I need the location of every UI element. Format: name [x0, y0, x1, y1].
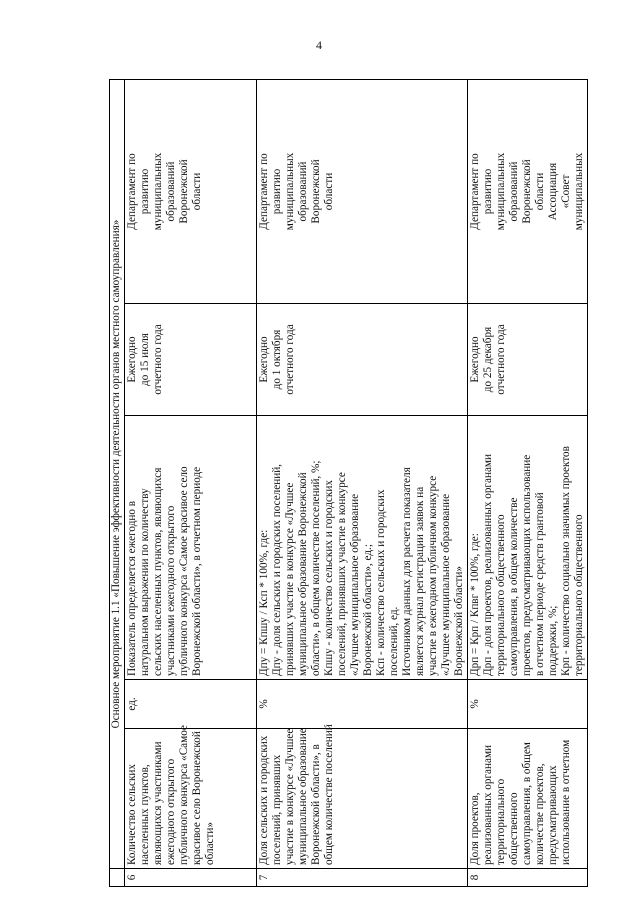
text-line: Доля сельских и городских: [258, 735, 270, 865]
text-line: отчетного года: [495, 324, 507, 395]
text-line: Ежегодно: [469, 336, 481, 383]
table-row: [125, 80, 257, 887]
text-line: поселений, принявших участие в конкурсе: [336, 472, 348, 676]
text-line: Показатель определяется ежегодно в: [126, 500, 138, 676]
row-number: 8: [468, 869, 588, 887]
text-line: территориального: [495, 778, 507, 865]
text-line: муниципальное образование: [297, 728, 309, 865]
text-line: ежегодного открытого: [165, 758, 177, 865]
indicators-table: [109, 79, 588, 887]
text-line: Ассоциация: [547, 162, 559, 221]
text-line: «Лучшее муниципальное образование: [349, 493, 361, 676]
text-line: самоуправления, в общем количестве: [508, 497, 520, 676]
text-line: Воронежской: [178, 159, 190, 224]
text-line: Департамент по: [126, 153, 138, 230]
text-line: Ежегодно: [258, 336, 270, 383]
text-line: Крп - количество социально значимых проектов: [560, 446, 572, 676]
text-line: до 25 декабря: [482, 326, 494, 393]
text-line: Департамент по: [258, 153, 270, 230]
text-line: Источником данных для расчета показателя: [401, 467, 413, 676]
text-line: Воронежской области», в: [310, 744, 322, 865]
row-number: 6: [125, 869, 257, 887]
text-line: развитию: [482, 168, 494, 215]
text-line: муниципальных: [495, 152, 507, 231]
calculation-method: [468, 416, 588, 680]
text-line: Ксп - количество сельских и городских: [375, 489, 387, 676]
text-line: поддержки, %;: [547, 605, 559, 676]
indicator-name: [468, 729, 588, 869]
text-line: Воронежской области», ед.;: [362, 544, 374, 676]
text-line: образований: [297, 161, 309, 222]
text-line: до 15 июля: [139, 333, 151, 386]
text-line: в отчетном периоде средств грантовой: [534, 492, 546, 676]
text-line: Воронежской: [521, 159, 533, 224]
text-line: Воронежской области»: [453, 566, 465, 676]
text-line: «Совет: [560, 174, 572, 209]
text-line: Количество сельских: [126, 764, 138, 865]
text-line: самоуправления, в общем: [521, 742, 533, 865]
responsible-department: [125, 80, 257, 304]
text-line: общем количестве поселений: [323, 724, 335, 865]
text-line: красивое село Воронежской: [191, 731, 203, 865]
text-line: развитию: [139, 168, 151, 215]
text-line: использование в отчетном: [560, 739, 572, 865]
unit: %: [468, 680, 588, 729]
indicator-name: [125, 725, 257, 869]
text-line: количестве проектов,: [534, 763, 546, 865]
text-line: натуральном выражении по количеству: [139, 488, 151, 676]
text-line: проектов, предусматривающих использование: [521, 454, 533, 676]
text-line: Дпу - доля сельских и городских поселений,: [271, 464, 283, 676]
text-line: Воронежской: [310, 159, 322, 224]
deadline: [257, 304, 468, 416]
responsible-department: [468, 80, 588, 304]
text-line: участниками ежегодного открытого: [165, 505, 177, 676]
text-line: муниципальных: [152, 152, 164, 231]
text-line: области»: [204, 822, 216, 865]
text-line: области: [323, 172, 335, 211]
text-line: муниципальных: [573, 152, 585, 231]
section-title-spacer: [110, 869, 125, 887]
text-line: публичного конкурса «Самое красивое село: [178, 466, 190, 676]
text-line: отчетного года: [284, 324, 296, 395]
section-title: Основное мероприятие 1.1 «Повышение эффективности деятельности органов местного самоуправления»: [110, 80, 125, 869]
table-row: [468, 80, 588, 887]
text-line: сельских населенных пунктов, являющихся: [152, 467, 164, 676]
page-number: 4: [316, 38, 322, 52]
text-line: являющихся участниками: [152, 741, 164, 865]
text-line: муниципальных: [284, 152, 296, 231]
text-line: территориального общественного: [573, 514, 585, 676]
calculation-method: [257, 416, 468, 680]
rotated-table-area: [109, 80, 585, 887]
text-line: образований: [508, 161, 520, 222]
text-line: Ежегодно: [126, 336, 138, 383]
text-line: области: [191, 172, 203, 211]
text-line: «Лучшее муниципальное образование: [440, 493, 452, 676]
text-line: Доля проектов,: [469, 792, 481, 865]
text-line: населенных пунктов,: [139, 764, 151, 865]
text-line: территориального общественного: [495, 514, 507, 676]
unit: %: [257, 680, 468, 729]
text-line: Департамент по: [469, 153, 481, 230]
text-line: принявших участие в конкурсе «Лучшее: [284, 482, 296, 676]
text-line: предусматривающих: [547, 765, 559, 865]
calculation-method: [125, 416, 257, 680]
text-line: Дпу = Кпшу / Ксп * 100%, где:: [258, 529, 270, 676]
unit: ед.: [125, 680, 257, 729]
text-line: образований: [165, 161, 177, 222]
deadline: [468, 304, 588, 416]
text-line: поселений, ед.: [388, 606, 400, 676]
text-line: Дрп - доля проектов, реализованных органами: [482, 454, 494, 676]
text-line: участие в ежегодном публичном конкурсе: [427, 475, 439, 676]
text-line: Кпшу - количество сельских и городских: [323, 480, 335, 676]
indicator-name: [257, 724, 468, 869]
table-row: [257, 80, 468, 887]
section-title-row: [110, 80, 125, 887]
text-line: области: [534, 172, 546, 211]
text-line: развитию: [271, 168, 283, 215]
text-line: реализованных органами: [482, 744, 494, 865]
text-line: поселений, принявших: [271, 754, 283, 865]
text-line: Воронежской области», в отчетном периоде: [191, 466, 203, 676]
text-line: отчетного года: [152, 324, 164, 395]
text-line: участие в конкурсе «Лучшее: [284, 728, 296, 865]
text-line: Дрп = Крп / Кпвг * 100%, где:: [469, 533, 481, 676]
text-line: публичного конкурса «Самое: [178, 725, 190, 865]
text-line: до 1 октября: [271, 329, 283, 390]
text-line: муниципальное образование Воронежской: [297, 472, 309, 676]
text-line: области», в общем количестве поселений, %;: [310, 460, 322, 676]
responsible-department: [257, 80, 468, 304]
text-line: является журнал регистрации заявок на: [414, 486, 426, 676]
row-number: 7: [257, 869, 468, 887]
text-line: общественного: [508, 792, 520, 865]
deadline: [125, 304, 257, 416]
